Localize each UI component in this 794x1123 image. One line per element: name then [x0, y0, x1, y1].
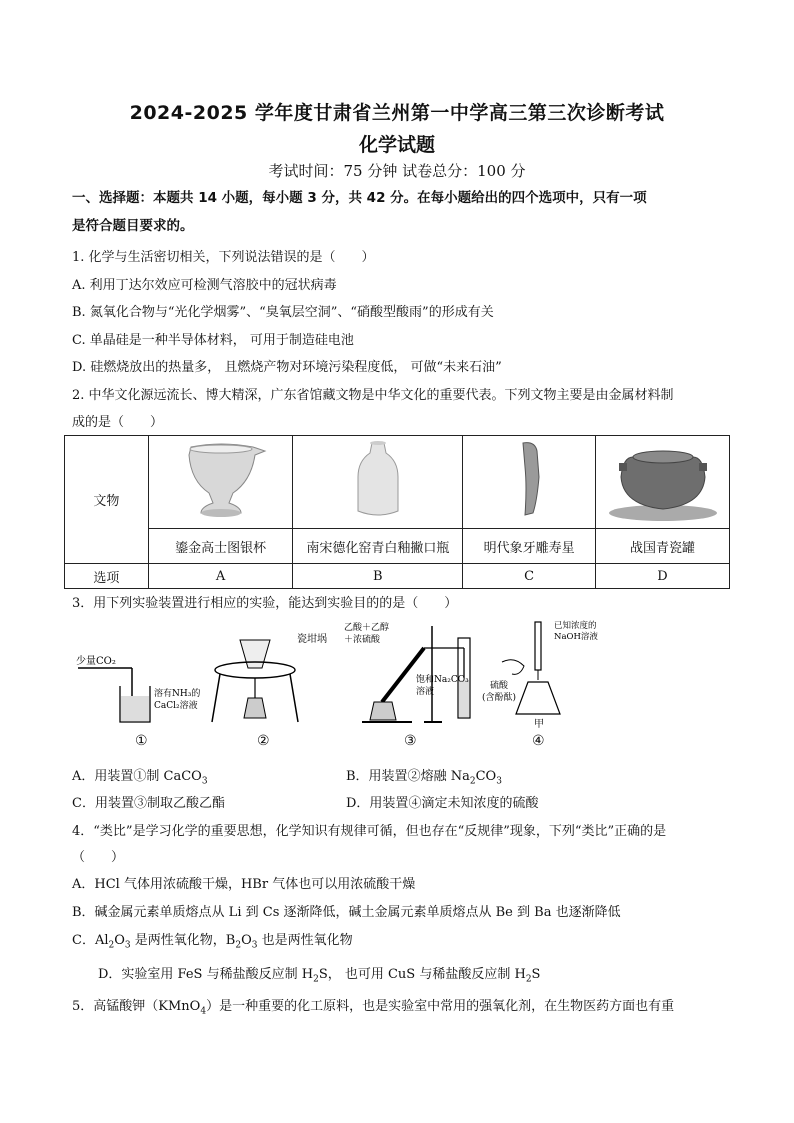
svg-text:溶液: 溶液	[416, 687, 435, 697]
apparatus-4-titration	[482, 620, 598, 730]
relic-option-a: A	[148, 564, 293, 589]
apparatus-label-1: ①	[135, 733, 148, 749]
svg-text:已知浓度的: 已知浓度的	[554, 621, 597, 631]
apparatus-2-crucible	[212, 632, 327, 722]
section-heading-line2: 是符合题目要求的。	[72, 218, 194, 234]
svg-text:CaCl₂溶液: CaCl₂溶液	[154, 701, 198, 711]
svg-text:溶有NH₃的: 溶有NH₃的	[154, 689, 201, 699]
q5-stem: 5．高锰酸钾（KMnO$_4$）是一种重要的化工原料，也是实验室中常用的强氧化剂，在生物医药方面也有重	[72, 999, 675, 1017]
q4-option-d: D．实验室用 FeS 与稀盐酸反应制 $H_2S$， 也可用 CuS 与稀盐酸反应制 $H_2S$	[98, 967, 541, 985]
silver-cup-icon	[171, 437, 271, 523]
q4-option-b: B．碱金属元素单质熔点从 Li 到 Cs 逐渐降低，碱土金属元素单质熔点从 Be 到 Ba 也逐渐降低	[72, 905, 621, 920]
relic-option-c: C	[463, 564, 596, 589]
relic-option-d: D	[596, 564, 730, 589]
svg-text:＋浓硫酸: ＋浓硫酸	[344, 635, 381, 645]
relic-table	[64, 435, 730, 589]
q1-option-a: A. 利用丁达尔效应可检测气溶胶中的冠状病毒	[72, 278, 337, 293]
ivory-carving-icon	[479, 437, 579, 523]
apparatus-label-2: ②	[257, 733, 270, 749]
q1-option-c: C. 单晶硅是一种半导体材料， 可用于制造硅电池	[72, 333, 354, 348]
q3-option-b: B．用装置②熔融 $Na_2CO_3$	[346, 769, 502, 787]
subject-title: 化学试题	[358, 134, 435, 156]
q1-option-b: B. 氮氧化合物与“光化学烟雾”、“臭氧层空洞”、“硝酸型酸雨”的形成有关	[72, 305, 494, 320]
svg-text:饱和Na₂CO₃: 饱和Na₂CO₃	[416, 675, 469, 685]
svg-text:NaOH溶液: NaOH溶液	[554, 632, 598, 642]
svg-text:少量CO₂: 少量CO₂	[76, 656, 116, 667]
relic-name-a: 鎏金高士图银杯	[148, 529, 293, 564]
apparatus-1-beaker	[76, 654, 200, 722]
q3-option-a: A．用装置①制 CaCO$_3$	[72, 769, 208, 787]
q4-stem-line2: （ ）	[72, 850, 125, 865]
svg-text:瓷坩埚: 瓷坩埚	[297, 634, 327, 645]
q3-option-d: D．用装置④滴定未知浓度的硫酸	[346, 796, 539, 811]
q2-stem-line2: 成的是（ ）	[72, 415, 164, 430]
section-heading-line1: 一、选择题：本题共 14 小题，每小题 3 分，共 42 分。在每小题给出的四个选项中，只有一项	[72, 190, 647, 206]
option-row-header: 选项	[65, 564, 149, 589]
q1-stem: 1. 化学与生活密切相关，下列说法错误的是（ ）	[72, 250, 375, 265]
apparatus-3-ester	[344, 621, 470, 722]
relic-option-b: B	[293, 564, 463, 589]
q4-option-c: C．$Al_2O_3$ 是两性氧化物，$B_2O_3$ 也是两性氧化物	[72, 933, 353, 951]
relic-image-c	[463, 436, 596, 529]
q4-stem-line1: 4．“类比”是学习化学的重要思想，化学知识有规律可循，但也存在“反规律”现象，下列“类比”正确的是	[72, 824, 667, 839]
porcelain-vase-icon	[328, 437, 428, 523]
relic-row-header: 文物	[65, 436, 149, 564]
celadon-jar-icon	[603, 437, 723, 523]
svg-text:硫酸: 硫酸	[490, 681, 509, 691]
relic-image-a	[148, 436, 293, 529]
q2-stem-line1: 2. 中华文化源远流长、博大精深，广东省馆藏文物是中华文化的重要代表。下列文物主要是由金属材料制	[72, 388, 674, 403]
apparatus-label-4: ④	[532, 733, 545, 749]
lab-apparatus-figure	[72, 618, 732, 730]
svg-text:甲: 甲	[534, 719, 544, 730]
q4-option-a: A．HCl 气体用浓硫酸干燥，HBr 气体也可以用浓硫酸干燥	[72, 877, 416, 892]
q1-option-d: D. 硅燃烧放出的热量多， 且燃烧产物对环境污染程度低， 可做“未来石油”	[72, 360, 502, 375]
svg-text:(含酚酞): (含酚酞)	[482, 693, 517, 703]
relic-name-c: 明代象牙雕寿星	[463, 529, 596, 564]
apparatus-label-3: ③	[404, 733, 417, 749]
exam-title: 2024-2025 学年度甘肃省兰州第一中学高三第三次诊断考试	[129, 102, 665, 124]
relic-name-b: 南宋德化窑青白釉撇口瓶	[293, 529, 463, 564]
q3-stem: 3．用下列实验装置进行相应的实验，能达到实验目的的是（ ）	[72, 596, 458, 611]
q3-option-c: C．用装置③制取乙酸乙酯	[72, 796, 225, 811]
exam-info: 考试时间：75 分钟 试卷总分：100 分	[268, 162, 526, 180]
relic-image-b	[293, 436, 463, 529]
svg-text:乙酸＋乙醇: 乙酸＋乙醇	[344, 623, 390, 633]
relic-image-d	[596, 436, 730, 529]
relic-name-d: 战国青瓷罐	[596, 529, 730, 564]
